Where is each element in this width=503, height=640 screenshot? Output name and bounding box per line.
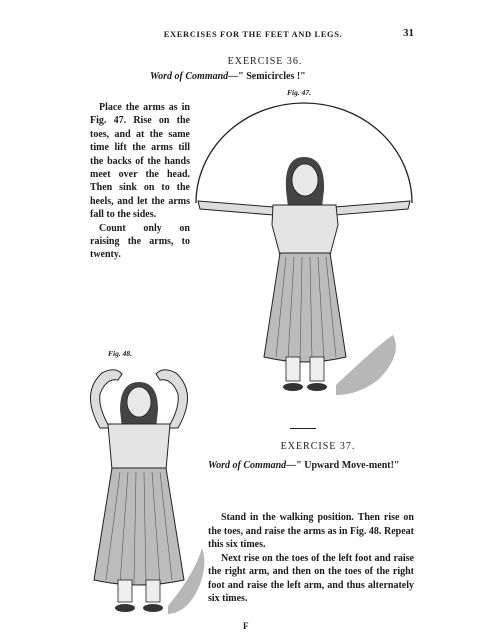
section-divider (290, 428, 316, 429)
figure-47-illustration (188, 95, 420, 410)
command-prefix: Word of Command (208, 460, 287, 471)
paragraph: Next rise on the toes of the left foot and raise the right arm, and then on the toes of the right foot and raise the left arm, and thus alternately six times. (208, 552, 414, 604)
exercise-37-text (208, 511, 414, 606)
command-prefix: Word of Command (150, 71, 229, 82)
signature-mark: F (243, 621, 249, 631)
exercise-37-title: EXERCISE 37. (280, 441, 356, 452)
exercise-36-text (90, 101, 190, 262)
exercise-36-title: EXERCISE 36. (227, 56, 303, 67)
command-text: —" Semicircles !" (228, 71, 306, 82)
paragraph: Place the arms as in Fig. 47. Rise on the toes, and at the same time lift the arms till the backs of the hands meet over the head. Then sink on to the heels, and let the arms fall to the sides. (90, 102, 190, 221)
figure-47-label: Fig. 47. (287, 88, 311, 97)
paragraph: Count only on raising the arms, to twenty. (90, 222, 190, 261)
figure-48-illustration (70, 358, 210, 628)
paragraph: Stand in the walking position. Then rise on the toes, and raise the arms as in Fig. 48. Repeat this six times. (208, 512, 414, 550)
exercise-37-command (208, 459, 414, 473)
page-number: 31 (403, 27, 414, 39)
running-head: EXERCISES FOR THE FEET AND LEGS. (163, 29, 343, 39)
command-text: —" Upward Move-ment!" (286, 460, 400, 471)
figure-48-label: Fig. 48. (108, 349, 132, 358)
exercise-36-command (150, 71, 306, 82)
